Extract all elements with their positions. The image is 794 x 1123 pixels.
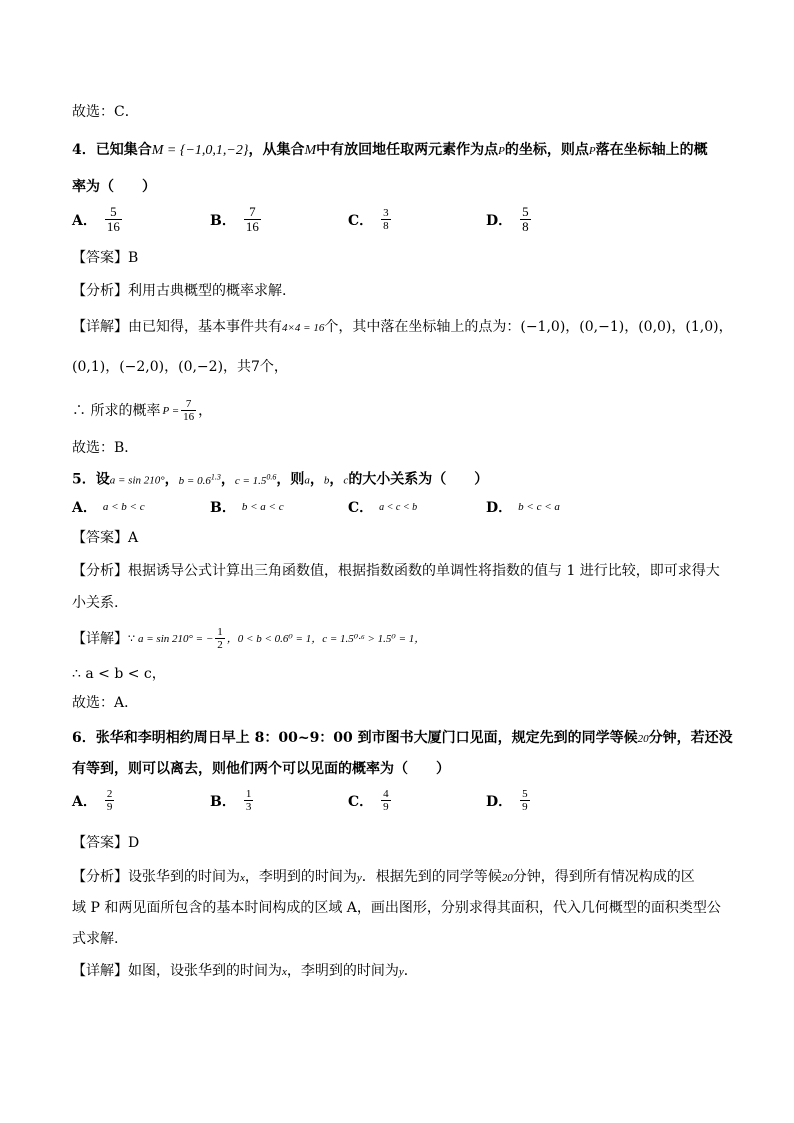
q5-choice: 故选：A． xyxy=(72,695,139,711)
q4-detail-line3-b: ， xyxy=(198,402,213,419)
q4-detail-line3-den: 16 xyxy=(183,411,195,423)
q4-option-c-den: 8 xyxy=(383,220,389,232)
q6-option-b-label: B． xyxy=(210,793,236,810)
q6-option-c-fraction xyxy=(381,788,391,813)
q6-analysis-line3: 式求解. xyxy=(72,931,119,947)
q5-sym-b: b xyxy=(323,474,330,487)
q6-analysis-20: 20 xyxy=(501,872,513,884)
q5-option-c xyxy=(348,497,417,517)
q6-detail-line1 xyxy=(72,960,418,983)
q4-p-sym-2: P xyxy=(588,145,596,157)
q5-stem-4: ，则 xyxy=(276,471,305,488)
q6-option-b-den: 3 xyxy=(245,801,252,813)
q5-expr-b xyxy=(178,472,221,487)
q5-stem-5: ， xyxy=(309,471,324,488)
q5-option-c-label: C． xyxy=(348,500,374,516)
q5-stem-7: 的大小关系为（ ） xyxy=(348,471,489,488)
q5-expr-b-exp: 1.3 xyxy=(210,472,221,481)
q6-stem-line1 xyxy=(72,727,733,750)
q5-detail-half-den: 2 xyxy=(217,639,223,651)
q6-option-a xyxy=(72,788,116,813)
q6-option-c xyxy=(348,788,393,813)
q5-sym-a: a xyxy=(304,474,310,487)
q4-option-c-fraction xyxy=(381,207,391,232)
q4-p-sym: P xyxy=(498,145,505,157)
q4-option-b-label: B． xyxy=(210,212,236,229)
q4-option-a-den: 16 xyxy=(106,219,120,234)
q6-detail-c: ． xyxy=(403,963,418,979)
q4-detail-1: 【详解】由已知得，基本事件共有 xyxy=(72,319,282,335)
q5-option-a-label: A． xyxy=(72,500,97,516)
q5-analysis-line2: 小关系. xyxy=(72,595,119,611)
q5-detail-expr-a: a = sin 210° = − xyxy=(138,632,214,645)
q5-expr-b-base: b = 0.6 xyxy=(178,474,211,487)
q6-option-b xyxy=(210,788,255,813)
q6-option-b-fraction xyxy=(244,788,254,813)
q5-stem xyxy=(72,466,488,492)
q5-option-a-text: a < b < c xyxy=(102,501,145,513)
q5-option-c-text: a < c < b xyxy=(379,501,418,513)
q5-option-b-text: b < a < c xyxy=(241,501,284,513)
q4-option-c-label: C． xyxy=(348,212,374,229)
q5-stem-6: ， xyxy=(329,471,344,488)
q4-option-b-num: 7 xyxy=(249,204,256,219)
q6-option-c-label: C． xyxy=(348,793,374,810)
q4-analysis: 【分析】利用古典概型的概率求解. xyxy=(72,283,287,299)
q6-detail-b: ，李明到的时间为 xyxy=(286,963,399,979)
q5-detail-half-num: 1 xyxy=(217,626,223,638)
q5-expr-c-exp: 0.6 xyxy=(266,472,277,481)
q6-option-d-fraction xyxy=(520,788,530,813)
q4-option-a-label: A． xyxy=(72,212,97,229)
q6-option-d-label: D． xyxy=(486,793,513,810)
q4-set-expr: M = {−1,0,1,−2} xyxy=(151,143,249,158)
q4-detail-line3-p: P = xyxy=(162,404,180,417)
q6-detail-x: x xyxy=(282,966,287,978)
q4-detail-line3-num: 7 xyxy=(185,398,192,410)
q4-detail-line3-a: ∴ 所求的概率 xyxy=(72,402,161,419)
q5-option-a xyxy=(72,497,145,517)
q5-option-d xyxy=(486,497,560,517)
q5-stem-1: 5．设 xyxy=(72,471,110,488)
q5-option-b xyxy=(210,497,284,517)
q6-option-a-fraction xyxy=(105,788,115,813)
q4-detail-expr1: 4×4 = 16 xyxy=(282,322,325,334)
q6-detail-y: y xyxy=(398,966,404,978)
q4-detail-line3-fraction xyxy=(181,398,196,423)
q6-answer: 【答案】D xyxy=(72,835,140,851)
q5-analysis-line1: 【分析】根据诱导公式计算出三角函数值，根据指数函数的单调性将指数的值与 1 进行比较，即可求得大 xyxy=(72,563,720,579)
q4-option-a-fraction xyxy=(105,205,122,234)
q4-option-a xyxy=(72,205,124,234)
q4-stem-4: 的坐标，则点 xyxy=(504,142,589,158)
q6-option-a-label: A． xyxy=(72,793,97,810)
q4-stem-line2: 率为（ ） xyxy=(72,179,156,195)
q5-detail-expr-c: c = 1.5⁰·⁶ > 1.5⁰ = 1， xyxy=(322,632,426,645)
q5-option-d-label: D． xyxy=(486,500,513,516)
q4-stem-line1 xyxy=(72,139,708,162)
q6-option-d-den: 9 xyxy=(522,801,528,813)
q5-stem-3: ， xyxy=(220,471,235,488)
q4-option-d-fraction xyxy=(520,205,531,234)
q6-option-c-den: 9 xyxy=(383,801,389,813)
q6-stem-line1-b: 分钟，若还没 xyxy=(648,730,733,746)
q5-answer: 【答案】A xyxy=(72,530,139,546)
q5-option-b-label: B． xyxy=(210,500,236,516)
q5-detail-1: 【详解】 xyxy=(72,630,128,647)
q6-analysis-y: y xyxy=(356,872,362,884)
q4-option-b-fraction xyxy=(244,205,261,234)
q6-analysis-1b: ，李明到的时间为 xyxy=(244,869,357,885)
q4-option-d-label: D． xyxy=(486,212,513,229)
q6-option-d-num: 5 xyxy=(522,788,528,800)
q6-detail-a: 【详解】如图，设张华到的时间为 xyxy=(72,963,282,979)
q5-option-d-text: b < c < a xyxy=(518,501,560,513)
q5-stem-2: ， xyxy=(164,471,179,488)
q5-expr-c xyxy=(234,472,277,487)
q4-detail-line1 xyxy=(72,316,733,339)
q4-stem-1: 4．已知集合 xyxy=(72,142,152,158)
q4-option-d-den: 8 xyxy=(522,219,529,234)
q5-expr-c-base: c = 1.5 xyxy=(234,474,267,487)
q6-analysis-1a: 【分析】设张华到的时间为 xyxy=(72,869,240,885)
q4-detail-2: 个，其中落在坐标轴上的点为：(−1,0)，(0,−1)，(0,0)，(1,0)， xyxy=(324,319,733,335)
q4-stem-3: 中有放回地任取两元素作为点 xyxy=(316,142,499,158)
q6-option-b-num: 1 xyxy=(245,788,252,800)
q4-stem-5: 落在坐标轴上的概 xyxy=(595,142,708,158)
q4-stem-2: ，从集合 xyxy=(248,142,305,158)
q5-detail-half xyxy=(215,626,225,651)
q4-option-d-num: 5 xyxy=(522,204,529,219)
q5-detail-line1 xyxy=(72,626,425,651)
q6-analysis-1c: ．根据先到的同学等候 xyxy=(361,869,502,885)
q5-expr-a: a = sin 210° xyxy=(109,474,165,487)
q4-choice: 故选：B． xyxy=(72,440,139,456)
q5-detail-line2: ∴ a < b < c， xyxy=(72,666,166,682)
q5-sym-c: c xyxy=(343,474,349,487)
q6-analysis-1d: 分钟，得到所有情况构成的区 xyxy=(512,869,695,885)
q4-m-sym: M xyxy=(304,143,317,158)
q6-option-a-den: 9 xyxy=(106,801,113,813)
q6-analysis-line1 xyxy=(72,866,695,889)
q6-option-a-num: 2 xyxy=(106,788,113,800)
q6-stem-20: 20 xyxy=(637,733,649,745)
q4-option-b-den: 16 xyxy=(245,219,259,234)
q6-stem-line2: 有等到，则可以离去，则他们两个可以见面的概率为（ ） xyxy=(72,761,450,777)
q4-answer: 【答案】B xyxy=(72,250,139,266)
q6-stem-line1-a: 6．张华和李明相约周日早上 8：00~9：00 到市图书大厦门口见面，规定先到的同学等候 xyxy=(72,730,638,746)
q5-detail-expr-b: ，0 < b < 0.6⁰ = 1， xyxy=(226,632,323,645)
q6-option-d xyxy=(486,788,532,813)
q4-option-a-num: 5 xyxy=(110,204,117,219)
q6-analysis-line2: 域 P 和两见面所包含的基本时间构成的区域 A，画出图形，分别求得其面积，代入几何概型的面积类型公 xyxy=(72,900,721,916)
q4-detail-line3 xyxy=(72,398,212,423)
q6-option-c-num: 4 xyxy=(383,788,389,800)
prev-choice: 故选：C． xyxy=(72,104,139,120)
q4-option-c-num: 3 xyxy=(383,207,389,219)
q4-option-d xyxy=(486,205,533,234)
q4-option-b xyxy=(210,205,263,234)
q6-analysis-x: x xyxy=(240,872,245,884)
q4-option-c xyxy=(348,207,393,232)
q4-detail-line2: (0,1)，(−2,0)，(0,−2)，共7个， xyxy=(72,359,288,375)
q5-detail-because: ∵ xyxy=(128,631,135,645)
